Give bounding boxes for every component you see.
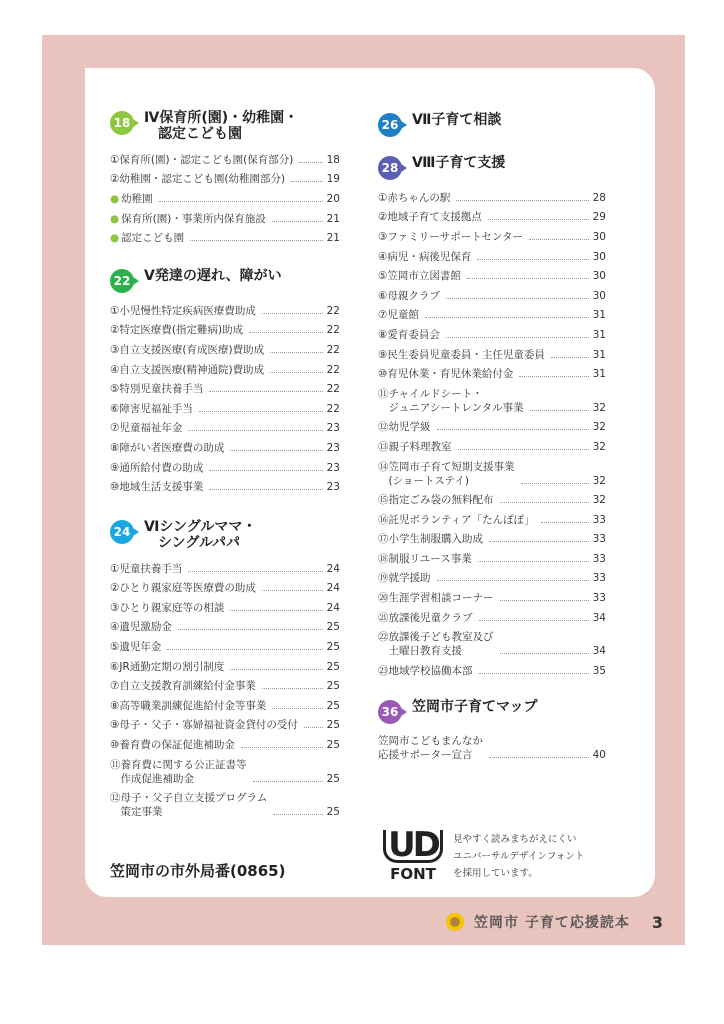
- dot-leader: [167, 649, 323, 650]
- entry-page: 22: [326, 383, 340, 396]
- entry-label: ⑫母子・父子自立支援プログラム 策定事業: [110, 792, 268, 819]
- dot-leader: [209, 391, 323, 392]
- toc-entry[interactable]: [110, 676, 340, 696]
- entry-label: 幼稚園: [121, 192, 153, 205]
- dot-leader: [262, 313, 323, 314]
- entry-page: 33: [592, 513, 606, 526]
- dot-leader: [477, 259, 589, 260]
- section-36: [378, 699, 606, 766]
- dot-leader: [500, 502, 590, 503]
- entry-label: ⑯託児ボランティア「たんぽぽ」: [378, 513, 535, 526]
- entry-page: 24: [326, 601, 340, 614]
- dot-leader: [500, 653, 590, 654]
- entry-label: ⑦児童館: [378, 309, 419, 322]
- entry-label: ⑪養育費に関する公正証書等 作成促進補助金: [110, 758, 247, 785]
- toc-entry[interactable]: [378, 588, 606, 608]
- toc-entry[interactable]: [110, 559, 340, 579]
- toc-entry[interactable]: [110, 360, 340, 380]
- dot-leader: [500, 600, 590, 601]
- entry-page: 25: [326, 806, 340, 819]
- entry-page: 35: [592, 664, 606, 677]
- page-badge: 36: [378, 700, 402, 724]
- dot-leader: [529, 239, 589, 240]
- entry-label: ①児童扶養手当: [110, 562, 183, 575]
- ud-logo-font: FONT: [390, 865, 436, 883]
- dot-leader: [519, 376, 589, 377]
- entry-page: 24: [326, 582, 340, 595]
- entry-label: ㉓地域学校協働本部: [378, 664, 473, 677]
- entry-page: 25: [326, 621, 340, 634]
- dot-leader: [488, 219, 589, 220]
- dot-leader: [551, 357, 589, 358]
- entry-label: ⑮指定ごみ袋の無料配布: [378, 494, 494, 507]
- entry-label: ⑤笠岡市立図書館: [378, 270, 461, 283]
- entry-page: 23: [326, 422, 340, 435]
- toc-entry[interactable]: [378, 627, 606, 661]
- entry-label: ①赤ちゃんの駅: [378, 191, 451, 204]
- toc-entry[interactable]: [110, 755, 340, 789]
- entry-label: ⑩養育費の保証促進補助金: [110, 739, 235, 752]
- dot-leader: [273, 814, 323, 815]
- entry-page: 22: [326, 402, 340, 415]
- dot-leader: [178, 629, 323, 630]
- entry-page: 25: [326, 680, 340, 693]
- dot-leader: [456, 200, 589, 201]
- toc-entry[interactable]: [110, 477, 340, 497]
- toc-entry[interactable]: [378, 325, 606, 345]
- entry-label: ⑩地域生活支援事業: [110, 481, 204, 494]
- toc-entry[interactable]: [110, 399, 340, 419]
- entry-page: 29: [592, 211, 606, 224]
- toc-entry[interactable]: [110, 657, 340, 677]
- entry-page: 19: [326, 173, 340, 186]
- toc-entry[interactable]: [110, 379, 340, 399]
- entry-label: ⑬親子料理教室: [378, 440, 452, 453]
- toc-entry[interactable]: [378, 608, 606, 628]
- entry-page: 33: [592, 572, 606, 585]
- toc-entry[interactable]: [110, 618, 340, 638]
- entry-label: ③自立支援医療(育成医療)費助成: [110, 343, 265, 356]
- entry-page: 31: [592, 368, 606, 381]
- entry-page: 22: [326, 343, 340, 356]
- section-header: [378, 155, 606, 180]
- entry-label: ⑧愛育委員会: [378, 328, 440, 341]
- entry-page: 32: [592, 440, 606, 453]
- page-badge: 18: [110, 111, 134, 135]
- entry-page: 30: [592, 250, 606, 263]
- ud-logo-mark: UD: [383, 830, 443, 863]
- entry-label: ④自立支援医療(精神通院)費助成: [110, 363, 265, 376]
- section-header: [378, 112, 606, 137]
- toc-entry[interactable]: [378, 247, 606, 267]
- entry-label: ④病児・病後児保育: [378, 250, 472, 263]
- toc-entry[interactable]: [378, 266, 606, 286]
- entry-page: 32: [592, 421, 606, 434]
- dot-leader: [188, 571, 323, 572]
- bullet-icon: ●: [110, 232, 120, 245]
- section-title: Ⅷ子育て支援: [412, 155, 506, 171]
- toc-entry[interactable]: [378, 549, 606, 569]
- entry-page: 32: [592, 401, 606, 414]
- entry-page: 32: [592, 494, 606, 507]
- entry-page: 25: [326, 772, 340, 785]
- entry-page: 31: [592, 328, 606, 341]
- dot-leader: [230, 450, 323, 451]
- entry-label: ⑦児童福祉年金: [110, 422, 183, 435]
- toc-entry[interactable]: [378, 384, 606, 418]
- entry-page: 34: [592, 645, 606, 658]
- entry-label: ⑤特別児童扶養手当: [110, 383, 204, 396]
- toc-entry[interactable]: [110, 598, 340, 618]
- toc-entry[interactable]: [378, 661, 606, 681]
- dot-leader: [249, 332, 323, 333]
- section-26: [378, 112, 606, 137]
- toc-entry[interactable]: [110, 170, 340, 190]
- entry-label: ㉒放課後子ども教室及び 土曜日教育支援: [378, 631, 494, 658]
- entry-page: 25: [326, 719, 340, 732]
- entry-label: ④遺児激励金: [110, 621, 172, 634]
- toc-entry[interactable]: [378, 437, 606, 457]
- toc-entry[interactable]: [378, 530, 606, 550]
- entry-page: 22: [326, 363, 340, 376]
- toc-entry[interactable]: [110, 340, 340, 360]
- toc-entry[interactable]: [110, 696, 340, 716]
- entry-label: ⑨母子・父子・寡婦福祉資金貸付の受付: [110, 719, 298, 732]
- section-header: [110, 110, 340, 142]
- section-header: [110, 519, 340, 551]
- entry-page: 25: [326, 660, 340, 673]
- toc-entry[interactable]: [110, 209, 340, 229]
- entry-label: ⑨通所給付費の助成: [110, 461, 204, 474]
- footer-title: 笠岡市 子育て応援読本: [474, 915, 630, 931]
- toc-entry[interactable]: [378, 510, 606, 530]
- section-title: Ⅳ保育所(園)・幼稚園・ 認定こども園: [144, 110, 299, 142]
- entry-label: ⑤遺児年金: [110, 641, 162, 654]
- toc-entry[interactable]: [110, 301, 340, 321]
- dot-leader: [437, 580, 590, 581]
- section-header: [378, 699, 606, 724]
- entry-label: ⑨民生委員児童委員・主任児童委員: [378, 348, 545, 361]
- toc-entry[interactable]: [110, 150, 340, 170]
- dot-leader: [541, 522, 589, 523]
- entry-page: 33: [592, 592, 606, 605]
- toc-entry[interactable]: [378, 227, 606, 247]
- dot-leader: [270, 372, 323, 373]
- entry-page: 23: [326, 441, 340, 454]
- dot-leader: [188, 430, 323, 431]
- toc-entry[interactable]: [110, 458, 340, 478]
- section-title: 笠岡市子育てマップ: [412, 698, 538, 715]
- entry-label: ⑪チャイルドシート・ ジュニアシートレンタル事業: [378, 387, 524, 414]
- toc-entry[interactable]: [110, 735, 340, 755]
- dot-leader: [521, 483, 590, 484]
- entry-label: ⑥JR通勤定期の割引制度: [110, 660, 225, 673]
- toc-entry[interactable]: [378, 457, 606, 491]
- dot-leader: [209, 470, 323, 471]
- toc-entry[interactable]: [110, 438, 340, 458]
- entry-page: 33: [592, 552, 606, 565]
- dot-leader: [272, 221, 323, 222]
- entry-page: 22: [326, 304, 340, 317]
- dot-leader: [230, 610, 323, 611]
- entry-page: 23: [326, 481, 340, 494]
- page-badge: 22: [110, 269, 134, 293]
- toc-entry[interactable]: [378, 208, 606, 228]
- bullet-icon: ●: [110, 212, 120, 225]
- dot-leader: [272, 708, 323, 709]
- entry-page: 22: [326, 324, 340, 337]
- dot-leader: [479, 673, 590, 674]
- entry-label: ③ひとり親家庭等の相談: [110, 601, 225, 614]
- section-28: [378, 155, 606, 681]
- entry-label: 笠岡市こどもまんなか 応援サポーター宣言: [378, 735, 483, 762]
- toc-entry[interactable]: [110, 716, 340, 736]
- entry-label: ①小児慢性特定疾病医療費助成: [110, 304, 256, 317]
- entry-page: 30: [592, 230, 606, 243]
- dot-leader: [230, 669, 323, 670]
- entry-label: 認定こども園: [121, 232, 185, 245]
- section-title: Ⅶ子育て相談: [412, 112, 502, 128]
- entry-label: ㉑放課後児童クラブ: [378, 611, 473, 624]
- entry-page: 20: [326, 192, 340, 205]
- entry-label: ⑰小学生制服購入助成: [378, 533, 483, 546]
- entry-page: 18: [326, 153, 340, 166]
- dot-leader: [479, 620, 590, 621]
- dot-leader: [437, 429, 590, 430]
- entry-page: 30: [592, 289, 606, 302]
- entry-label: ①保育所(園)・認定こども園(保育部分): [110, 153, 294, 166]
- entry-label: 保育所(園)・事業所内保育施設: [121, 212, 266, 225]
- entry-page: 24: [326, 562, 340, 575]
- ud-font-logo: [383, 825, 443, 883]
- dot-leader: [299, 162, 323, 163]
- toc-entry[interactable]: [110, 189, 340, 209]
- entry-page: 21: [326, 212, 340, 225]
- section-18: [110, 110, 340, 248]
- page-footer: [446, 912, 663, 932]
- section-title: Ⅵシングルママ・ シングルパパ: [144, 518, 257, 551]
- toc-entry[interactable]: [110, 579, 340, 599]
- entry-page: 40: [592, 749, 606, 762]
- entry-label: ③ファミリーサポートセンター: [378, 230, 523, 243]
- toc-entry[interactable]: [378, 286, 606, 306]
- dot-leader: [291, 181, 323, 182]
- toc-entry[interactable]: [378, 569, 606, 589]
- entry-label: ⑥障害児福祉手当: [110, 402, 193, 415]
- ud-font-text: 見やすく読みまちがえにくい ユニバーサルデザインフォント を採用しています。: [453, 834, 585, 879]
- toc-entry[interactable]: [110, 637, 340, 657]
- entry-label: ⑥母親クラブ: [378, 289, 440, 302]
- entry-label: ⑳生涯学習相談コーナー: [378, 592, 494, 605]
- entry-page: 25: [326, 699, 340, 712]
- dot-leader: [199, 411, 323, 412]
- entry-label: ⑧高等職業訓練促進給付金等事業: [110, 699, 267, 712]
- dot-leader: [190, 240, 323, 241]
- entry-page: 30: [592, 270, 606, 283]
- dot-leader: [425, 317, 589, 318]
- toc-entry[interactable]: [378, 306, 606, 326]
- dot-leader: [262, 590, 323, 591]
- entry-page: 21: [326, 232, 340, 245]
- entry-label: ⑲就学援助: [378, 572, 431, 585]
- toc-entry[interactable]: [378, 490, 606, 510]
- toc-entry[interactable]: [110, 321, 340, 341]
- section-22: [110, 268, 340, 497]
- toc-entry[interactable]: [378, 732, 606, 766]
- toc-entry[interactable]: [378, 345, 606, 365]
- dot-leader: [270, 352, 323, 353]
- entry-label: ⑦自立支援教育訓練給付金事業: [110, 680, 256, 693]
- toc-entry[interactable]: [110, 228, 340, 248]
- section-24: [110, 519, 340, 822]
- entry-label: ②地域子育て支援拠点: [378, 211, 482, 224]
- dot-leader: [489, 757, 589, 758]
- dot-leader: [209, 489, 323, 490]
- bullet-icon: ●: [110, 192, 120, 205]
- dot-leader: [241, 747, 323, 748]
- entry-label: ②幼稚園・認定こども園(幼稚園部分): [110, 173, 286, 186]
- dot-leader: [530, 410, 589, 411]
- entry-page: 34: [592, 611, 606, 624]
- dot-leader: [304, 727, 323, 728]
- dot-leader: [262, 688, 323, 689]
- entry-page: 23: [326, 461, 340, 474]
- dot-leader: [446, 298, 589, 299]
- entry-label: ②特定医療費(指定難病)助成: [110, 324, 244, 337]
- dot-leader: [467, 278, 589, 279]
- section-title: Ⅴ発達の遅れ、障がい: [144, 267, 282, 284]
- dot-leader: [489, 541, 589, 542]
- toc-entry[interactable]: [378, 364, 606, 384]
- entry-page: 33: [592, 533, 606, 546]
- ud-font-notice: [383, 825, 585, 883]
- entry-page: 25: [326, 739, 340, 752]
- dot-leader: [446, 337, 589, 338]
- entry-page: 25: [326, 641, 340, 654]
- right-column: [378, 112, 606, 765]
- entry-label: ⑫幼児学級: [378, 421, 431, 434]
- entry-label: ⑧障がい者医療費の助成: [110, 441, 225, 454]
- page-number: 3: [651, 912, 664, 932]
- entry-label: ⑭笠岡市子育て短期支援事業 (ショートステイ): [378, 460, 515, 487]
- toc-entry[interactable]: [110, 419, 340, 439]
- entry-label: ⑩育児休業・育児休業給付金: [378, 368, 514, 381]
- entry-page: 28: [592, 191, 606, 204]
- toc-entry[interactable]: [378, 418, 606, 438]
- page-badge: 24: [110, 520, 134, 544]
- dot-leader: [253, 781, 324, 782]
- entry-page: 31: [592, 348, 606, 361]
- entry-label: ②ひとり親家庭等医療費の助成: [110, 582, 256, 595]
- section-header: [110, 268, 340, 293]
- entry-label: ⑱制服リユース事業: [378, 552, 472, 565]
- page-badge: 26: [378, 113, 402, 137]
- toc-entry[interactable]: [110, 788, 340, 822]
- page-badge: 28: [378, 156, 402, 180]
- entry-page: 32: [592, 474, 606, 487]
- dot-leader: [159, 201, 323, 202]
- dot-leader: [478, 561, 589, 562]
- area-code-heading: 笠岡市の市外局番(0865): [110, 862, 286, 880]
- sunflower-icon: [446, 913, 464, 931]
- toc-entry[interactable]: [378, 188, 606, 208]
- left-column: [110, 110, 340, 822]
- dot-leader: [458, 449, 590, 450]
- entry-page: 31: [592, 309, 606, 322]
